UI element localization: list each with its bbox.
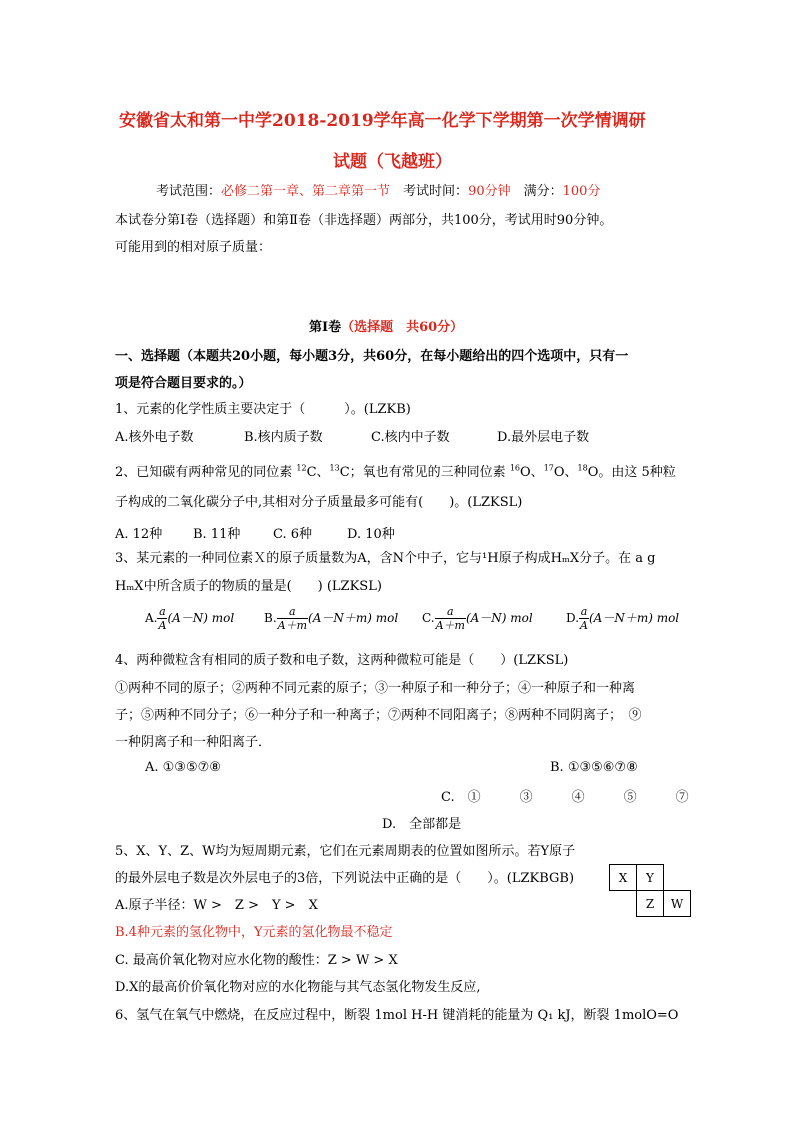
q3-b-num: a	[277, 605, 308, 619]
periodic-cell-z: Z	[636, 890, 664, 917]
q6-line-1: 6、氢气在氧气中燃烧，在反应过程中，断裂 1mol H-H 键消耗的能量为 Q₁ kJ，断裂 1molO=O	[115, 1008, 679, 1023]
q4-line-3: 一种阴离子和一种阳离子．	[115, 735, 272, 750]
q4-option-d: D. 全部都是	[382, 817, 462, 832]
q3-d-tail: (A－N＋m) mol	[588, 611, 680, 625]
q3-a-num: a	[159, 605, 166, 618]
q4-line-2: 子；⑤两种不同分子；⑥一种分子和一种离子；⑦两种不同阳离子；⑧两种不同阴离子； ⑨	[115, 708, 642, 723]
q4-line-1: ①两种不同的原子；②两种不同元素的原子；③一种原子和一种分子；④一种原子和一种离	[115, 681, 636, 696]
title-line-1: 安徽省太和第一中学2018-2019学年高一化学下学期第一次学情调研	[119, 111, 646, 131]
q2-o17-el: O、	[553, 465, 578, 480]
q2-option-b: B. 11种	[193, 527, 241, 542]
atomic-mass-text: 可能用到的相对原子质量：	[115, 240, 272, 255]
q2-o18-mass: 18	[577, 463, 588, 473]
q3-stem-line-1: 3、某元素的一种同位素Ｘ的原子质量数为A，含N个中子，它与¹H原子构成HₘX分子。在 a g	[115, 551, 656, 566]
q2-option-d: D. 10种	[347, 527, 395, 542]
periodic-cell-w: W	[663, 890, 691, 917]
q2-stem-line-2: 子构成的二氧化碳分子中,其相对分子质量最多可能有( )。(LZKSL)	[115, 495, 523, 510]
part-one-line-2: 项是符合题目要求的。）	[115, 376, 252, 391]
q5-option-a: A.原子半径：W > Z > Y > X	[115, 898, 318, 913]
title-line-2: 试题（飞越班）	[333, 152, 452, 172]
periodic-cell-y: Y	[636, 864, 664, 891]
q3-c-tail: (A－N) mol	[465, 611, 533, 625]
q3-d-label: D.	[566, 611, 580, 625]
section-title: （选择题 共60分）	[341, 320, 464, 335]
q2-c13-el: C；氧也有常见的三种同位素	[339, 465, 510, 480]
q3-option-b	[264, 605, 398, 632]
q2-c12-el: C、	[306, 465, 330, 480]
q4-option-a: A. ①③⑤⑦⑧	[145, 760, 221, 775]
q3-d-num: a	[580, 605, 588, 618]
q5-option-b: B.4种元素的氢化物中，Y元素的氢化物最不稳定	[115, 925, 393, 940]
score-value: 100分	[562, 184, 601, 199]
periodic-cell-x: X	[609, 864, 637, 891]
time-value: 90分钟	[468, 184, 511, 199]
scope-label: 考试范围：	[156, 184, 222, 199]
q1-option-b: B.核内质子数	[244, 430, 323, 445]
q1-stem: 1、元素的化学性质主要决定于（ ）。(LZKB)	[115, 402, 411, 417]
part-one-line-1: 一、选择题（本题共20小题，每小题3分，共60分，在每小题给出的四个选项中，只有一	[115, 349, 629, 364]
score-label: 满分：	[523, 184, 563, 199]
section-heading	[309, 316, 463, 335]
q3-option-c	[422, 605, 533, 632]
q1-option-c: C.核内中子数	[371, 430, 450, 445]
q2-o16-mass: 16	[509, 463, 521, 473]
q1-option-d: D.最外层电子数	[497, 430, 590, 445]
q3-d-fraction	[579, 605, 589, 632]
q3-b-label: B.	[264, 611, 277, 625]
q2-o17-mass: 17	[543, 463, 554, 473]
q4-stem: 4、两种微粒含有相同的质子数和电子数，这两种微粒可能是（ ）(LZKSL)	[115, 653, 569, 668]
q1-option-a: A.核外电子数	[115, 430, 194, 445]
q5-option-c: C. 最高价氧化物对应水化物的酸性：Z > W > X	[115, 953, 398, 968]
q3-a-tail: (A－N) mol	[167, 611, 235, 625]
q3-option-d	[566, 605, 679, 632]
q3-a-fraction	[157, 605, 167, 632]
q3-c-label: C.	[422, 611, 435, 625]
q4-option-b: B. ①③⑤⑥⑦⑧	[550, 760, 638, 775]
q3-a-label: A.	[145, 611, 158, 625]
q3-c-fraction	[435, 605, 466, 632]
q2-o16-el: O、	[520, 465, 544, 480]
q3-stem-line-2: HₘX中所含质子的物质的量是( ) (LZKSL)	[115, 579, 382, 594]
q3-b-tail: (A－N＋m) mol	[308, 611, 399, 625]
time-label: 考试时间：	[403, 184, 469, 199]
q2-option-a: A. 12种	[115, 527, 163, 542]
q2-c13-mass: 13	[329, 463, 340, 473]
q2-stem-a: 2、已知碳有两种常见的同位素	[115, 465, 297, 480]
q2-o18-el: O。由这 5种粒	[587, 465, 676, 480]
scope-value: 必修二第一章、第二章第一节	[221, 184, 391, 199]
q5-line-1: 5、X、Y、Z、W均为短周期元素，它们在元素周期表的位置如图所示。若Y原子	[115, 844, 576, 859]
q2-c12-mass: 12	[296, 463, 307, 473]
q5-option-d: D.X的最高价价氧化物对应的水化物能与其气态氢化物发生反应,	[115, 980, 481, 995]
q2-option-c: C. 6种	[273, 527, 313, 542]
intro-text: 本试卷分第Ⅰ卷（选择题）和第Ⅱ卷（非选择题）两部分，共100分，考试用时90分钟。	[115, 213, 613, 228]
q3-b-den: A＋m	[277, 619, 308, 632]
q3-a-den: A	[158, 619, 167, 632]
section-prefix: 第Ⅰ卷	[309, 320, 342, 335]
q3-option-a	[145, 605, 234, 632]
q2-stem-line-1	[115, 461, 676, 480]
q3-c-num: a	[435, 605, 466, 619]
q3-d-den: A	[580, 619, 588, 632]
q5-line-2: 的最外层电子数是次外层电子的3倍，下列说法中正确的是（ ）。(LZKBGB)	[115, 871, 575, 886]
q4-option-c: C. ① ③ ④ ⑤ ⑦	[441, 790, 689, 805]
exam-info	[156, 180, 600, 199]
q3-b-fraction	[277, 605, 308, 632]
q3-c-den: A＋m	[435, 619, 465, 632]
